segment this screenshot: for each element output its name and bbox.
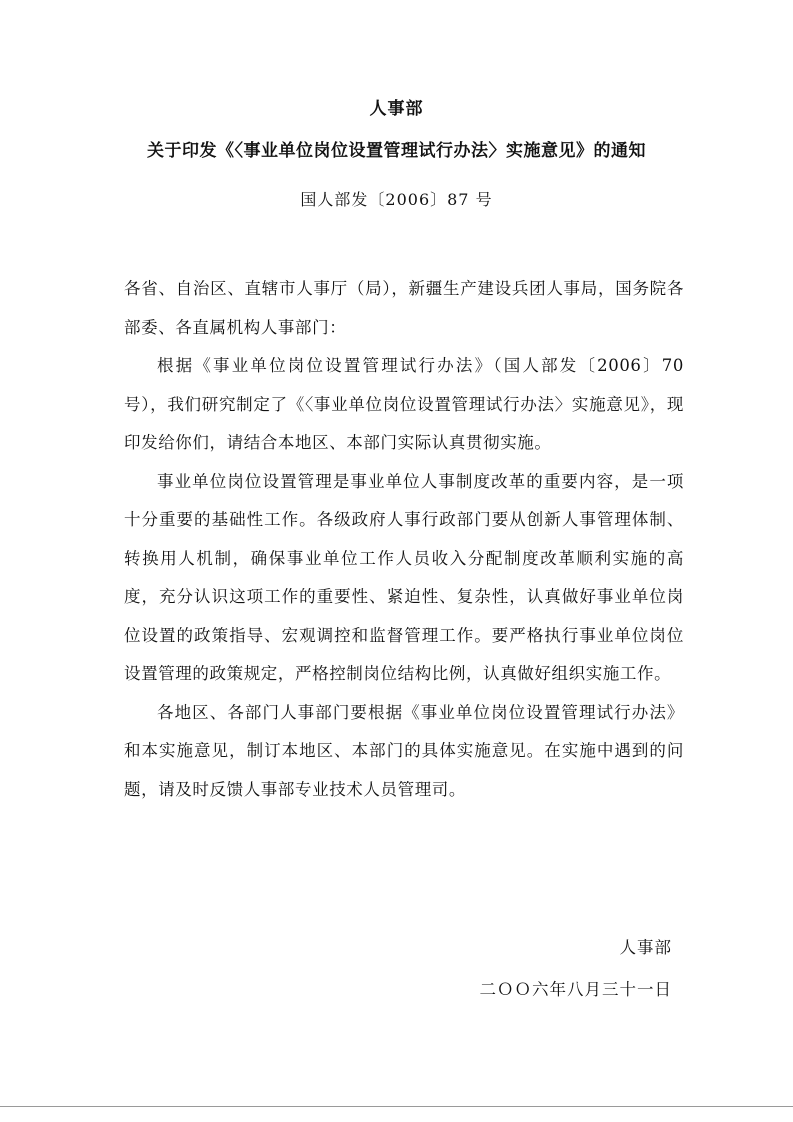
signature-date: 二ＯＯ六年八月三十一日 bbox=[479, 980, 672, 999]
body-paragraph: 各地区、各部门人事部门要根据《事业单位岗位设置管理试行办法》和本实施意见，制订本地区、本部门的具体实施意见。在实施中遇到的问题，请及时反馈人事部专业技术人员管理司。 bbox=[124, 702, 684, 799]
issuer-heading: 人事部 bbox=[369, 99, 424, 119]
body-paragraph: 事业单位岗位设置管理是事业单位人事制度改革的重要内容，是一项十分重要的基础性工作。各级政府人事行政部门要从创新人事管理体制、转换用人机制，确保事业单位工作人员收入分配制度改革顺利实施的高度，充分认识这项工作的重要性、紧迫性、复杂性，认真做好事业单位岗位设置的政策指导、宏观调控和监督管理工作。要严格执行事业单位岗位设置管理的政策规定，严格控制岗位结构比例，认真做好组织实施工作。 bbox=[124, 471, 684, 683]
document-number: 国人部发〔2006〕87 号 bbox=[300, 190, 493, 209]
salutation: 各省、自治区、直辖市人事厅（局），新疆生产建设兵团人事局，国务院各部委、各直属机构人事部门： bbox=[124, 279, 684, 337]
signature-organization: 人事部 bbox=[619, 938, 672, 957]
document-title: 关于印发《〈事业单位岗位设置管理试行办法〉实施意见》的通知 bbox=[147, 141, 646, 161]
page-bottom-divider bbox=[0, 1106, 793, 1107]
body-paragraph: 根据《事业单位岗位设置管理试行办法》（国人部发〔2006〕70号），我们研究制定了《〈事业单位岗位设置管理试行办法〉实施意见》，现印发给你们，请结合本地区、本部门实际认真贯彻实施。 bbox=[124, 356, 684, 452]
document-body bbox=[124, 270, 684, 809]
